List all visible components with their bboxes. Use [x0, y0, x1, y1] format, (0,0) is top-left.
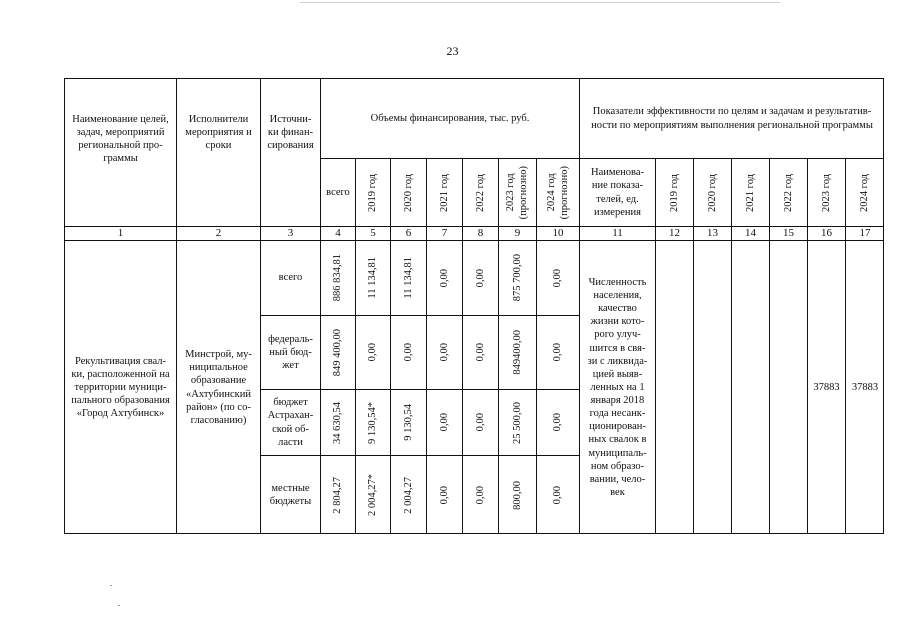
- funding-value: 849400,00: [498, 315, 536, 389]
- funding-value: 0,00: [426, 455, 462, 534]
- indicator-name-cell: Численность населения, качество жизни кото- рого улуч- шится в свя- зи с ликвида- цией выяв- ленных на 1 января 2018 года несанк- ционирован- ных свалок в муниципаль- ном образо- вании, чело- век: [579, 240, 655, 534]
- header-ind-2021: 2021 год: [731, 158, 769, 226]
- col-number: 11: [579, 226, 655, 240]
- header-indicator-name: Наименова- ние показа- телей, ед. измерения: [579, 158, 655, 226]
- header-funding-sources: Источни- ки финан- сирования: [260, 78, 320, 226]
- header-goal-name: Наименование целей, задач, мероприятий региональной про- граммы: [64, 78, 176, 226]
- col-number: 14: [731, 226, 769, 240]
- funding-value: 0,00: [536, 315, 579, 389]
- ind-2023-cell: 37883: [807, 240, 845, 534]
- col-number: 12: [655, 226, 693, 240]
- header-executors: Исполнители мероприятия и сроки: [176, 78, 260, 226]
- funding-value: 0,00: [462, 240, 498, 315]
- funding-value: 0,00: [426, 240, 462, 315]
- funding-value: 9 130,54*: [355, 389, 390, 455]
- col-number: 15: [769, 226, 807, 240]
- funding-value: 0,00: [536, 389, 579, 455]
- funding-value: 849 400,00: [320, 315, 355, 389]
- page-number: 23: [446, 44, 459, 58]
- ind-2020-cell: [693, 240, 731, 534]
- col-number: 1: [64, 226, 176, 240]
- funding-value: 9 130,54: [390, 389, 426, 455]
- header-ind-2022: 2022 год: [769, 158, 807, 226]
- scan-speck: [118, 605, 120, 606]
- funding-value: 0,00: [462, 389, 498, 455]
- scan-artifact-line: [300, 2, 780, 3]
- funding-value: 0,00: [462, 455, 498, 534]
- funding-value: 800,00: [498, 455, 536, 534]
- col-number: 13: [693, 226, 731, 240]
- ind-2019-cell: [655, 240, 693, 534]
- funding-value: 0,00: [426, 389, 462, 455]
- source-label: всего: [260, 240, 320, 315]
- funding-value: 0,00: [355, 315, 390, 389]
- col-number: 2: [176, 226, 260, 240]
- ind-2022-cell: [769, 240, 807, 534]
- col-number: 6: [390, 226, 426, 240]
- col-number: 8: [462, 226, 498, 240]
- funding-value: 2 804,27: [320, 455, 355, 534]
- funding-value: 25 500,00: [498, 389, 536, 455]
- program-table: [64, 78, 884, 534]
- header-ind-2024: 2024 год: [845, 158, 884, 226]
- funding-value: 0,00: [536, 455, 579, 534]
- header-year-2021: 2021 год: [426, 158, 462, 226]
- header-year-2020: 2020 год: [390, 158, 426, 226]
- col-number: 17: [845, 226, 884, 240]
- header-funding-volumes: Объемы финансирования, тыс. руб.: [320, 78, 579, 158]
- funding-value: 11 134,81: [390, 240, 426, 315]
- col-number: 3: [260, 226, 320, 240]
- funding-value: 2 004,27: [390, 455, 426, 534]
- funding-value: 34 630,54: [320, 389, 355, 455]
- funding-value: 0,00: [426, 315, 462, 389]
- funding-value: 11 134,81: [355, 240, 390, 315]
- funding-value: 0,00: [390, 315, 426, 389]
- col-number: 16: [807, 226, 845, 240]
- ind-2021-cell: [731, 240, 769, 534]
- header-year-2019: 2019 год: [355, 158, 390, 226]
- col-number: 10: [536, 226, 579, 240]
- col-number: 5: [355, 226, 390, 240]
- ind-2024-cell: 37883: [845, 240, 884, 534]
- header-year-2023: 2023 год (прогнозно): [498, 158, 536, 226]
- source-label: местные бюджеты: [260, 455, 320, 534]
- executors-cell: Минстрой, му- ниципальное образование «Ахтубинский район» (по со- гласованию): [176, 240, 260, 534]
- header-year-2024: 2024 год (прогнозно): [536, 158, 579, 226]
- scan-speck: [110, 585, 112, 586]
- header-ind-2019: 2019 год: [655, 158, 693, 226]
- funding-value: 2 004,27*: [355, 455, 390, 534]
- col-number: 4: [320, 226, 355, 240]
- header-ind-2023: 2023 год: [807, 158, 845, 226]
- header-indicators: Показатели эффективности по целям и задачам и результатив- ности по мероприятиям выполнения региональной программы: [579, 78, 884, 158]
- funding-value: 875 700,00: [498, 240, 536, 315]
- header-year-2022: 2022 год: [462, 158, 498, 226]
- funding-value: 0,00: [462, 315, 498, 389]
- header-total: всего: [320, 158, 355, 226]
- header-ind-2020: 2020 год: [693, 158, 731, 226]
- col-number: 9: [498, 226, 536, 240]
- funding-value: 886 834,81: [320, 240, 355, 315]
- goal-name-cell: Рекультивация свал- ки, расположенной на территории муници- пального образования «Город Ахтубинск»: [64, 240, 176, 534]
- source-label: федераль- ный бюд- жет: [260, 315, 320, 389]
- source-label: бюджет Астрахан- ской об- ласти: [260, 389, 320, 455]
- col-number: 7: [426, 226, 462, 240]
- funding-value: 0,00: [536, 240, 579, 315]
